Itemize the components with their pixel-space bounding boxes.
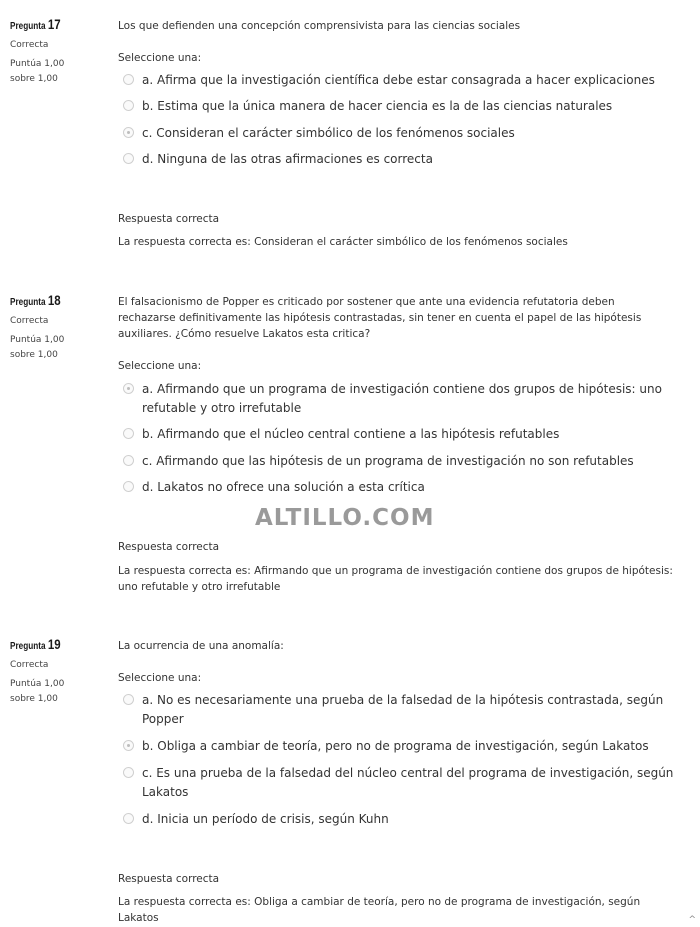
option-label: a. No es necesariamente una prueba de la falsedad de la hipótesis contrastada, según Popper [142,693,664,726]
answer-option-a[interactable] [118,71,678,90]
option-label: c. Es una prueba de la falsedad del núcleo central del programa de investigación, según Lakatos [142,766,674,799]
radio-button[interactable] [123,694,134,705]
watermark: ALTILLO.COM [255,505,435,531]
question-text: Los que defienden una concepción comprensivista para las ciencias sociales [118,20,521,32]
option-label: a. Afirma que la investigación científica debe estar consagrada a hacer explicaciones [142,73,655,87]
select-prompt: Seleccione una: [118,672,202,684]
question-grade: Puntúa 1,00 sobre 1,00 [10,679,65,704]
answer-option-d[interactable] [118,810,678,829]
question-number-value: 17 [47,16,61,32]
feedback-correct-answer: La respuesta correcta es: Afirmando que un programa de investigación contiene dos grupos de hipótesis: uno refutable y otro irrefutable [118,565,673,593]
answer-option-a[interactable] [118,691,678,729]
select-prompt: Seleccione una: [118,360,202,372]
question-text: El falsacionismo de Popper es criticado por sostener que ante una evidencia refutatoria deben rechazarse definitivamente las hipótesis contrastadas, sin tener en cuenta el papel de las hipótesis auxiliares. ¿Cómo resuelve Lakatos esta critica? [118,296,642,340]
question-info [10,292,110,363]
feedback-correct-answer: La respuesta correcta es: Consideran el carácter simbólico de los fenómenos sociales [118,236,568,248]
question-info [10,16,110,87]
option-label: b. Estima que la única manera de hacer ciencia es la de las ciencias naturales [142,99,613,113]
answer-option-c[interactable] [118,452,678,471]
radio-button[interactable] [123,481,134,492]
option-label: b. Obliga a cambiar de teoría, pero no de programa de investigación, según Lakatos [142,739,649,753]
option-label: c. Consideran el carácter simbólico de los fenómenos sociales [142,126,515,140]
feedback-correct-answer: La respuesta correcta es: Obliga a cambiar de teoría, pero no de programa de investigación, según Lakatos [118,896,641,924]
radio-button-selected[interactable] [123,383,134,394]
question-label: Pregunta [10,297,46,308]
question-state: Correcta [10,316,49,326]
feedback-status: Respuesta correcta [118,213,220,225]
feedback-status: Respuesta correcta [118,873,220,885]
answer-option-a[interactable] [118,380,678,418]
question-grade: Puntúa 1,00 sobre 1,00 [10,59,65,84]
radio-button-selected[interactable] [123,740,134,751]
feedback-status: Respuesta correcta [118,541,220,553]
radio-button[interactable] [123,813,134,824]
question-number [10,636,92,652]
radio-button[interactable] [123,74,134,85]
question-number [10,16,92,32]
answer-option-b[interactable] [118,425,678,444]
option-label: d. Inicia un período de crisis, según Kuhn [142,812,389,826]
question-state: Correcta [10,40,49,50]
question-text: La ocurrencia de una anomalía: [118,640,284,652]
question-state: Correcta [10,660,49,670]
answer-option-b[interactable] [118,737,678,756]
answer-option-d[interactable] [118,150,678,169]
question-number-value: 18 [47,292,61,308]
answer-option-c[interactable] [118,764,678,802]
radio-button[interactable] [123,153,134,164]
chevron-up-icon[interactable]: ^ [688,915,696,925]
answer-option-c[interactable] [118,124,678,143]
question-label: Pregunta [10,21,46,32]
radio-button[interactable] [123,455,134,466]
radio-button[interactable] [123,767,134,778]
radio-button-selected[interactable] [123,127,134,138]
select-prompt: Seleccione una: [118,52,202,64]
answer-option-d[interactable] [118,478,678,497]
option-label: d. Lakatos no ofrece una solución a esta crítica [142,480,425,494]
option-label: b. Afirmando que el núcleo central contiene a las hipótesis refutables [142,427,560,441]
question-info [10,636,110,707]
option-label: a. Afirmando que un programa de investigación contiene dos grupos de hipótesis: uno refutable y otro irrefutable [142,382,662,415]
question-grade: Puntúa 1,00 sobre 1,00 [10,335,65,360]
question-number [10,292,92,308]
question-label: Pregunta [10,641,46,652]
radio-button[interactable] [123,100,134,111]
question-number-value: 19 [47,636,61,652]
radio-button[interactable] [123,428,134,439]
option-label: d. Ninguna de las otras afirmaciones es correcta [142,152,433,166]
answer-option-b[interactable] [118,97,678,116]
option-label: c. Afirmando que las hipótesis de un programa de investigación no son refutables [142,454,634,468]
